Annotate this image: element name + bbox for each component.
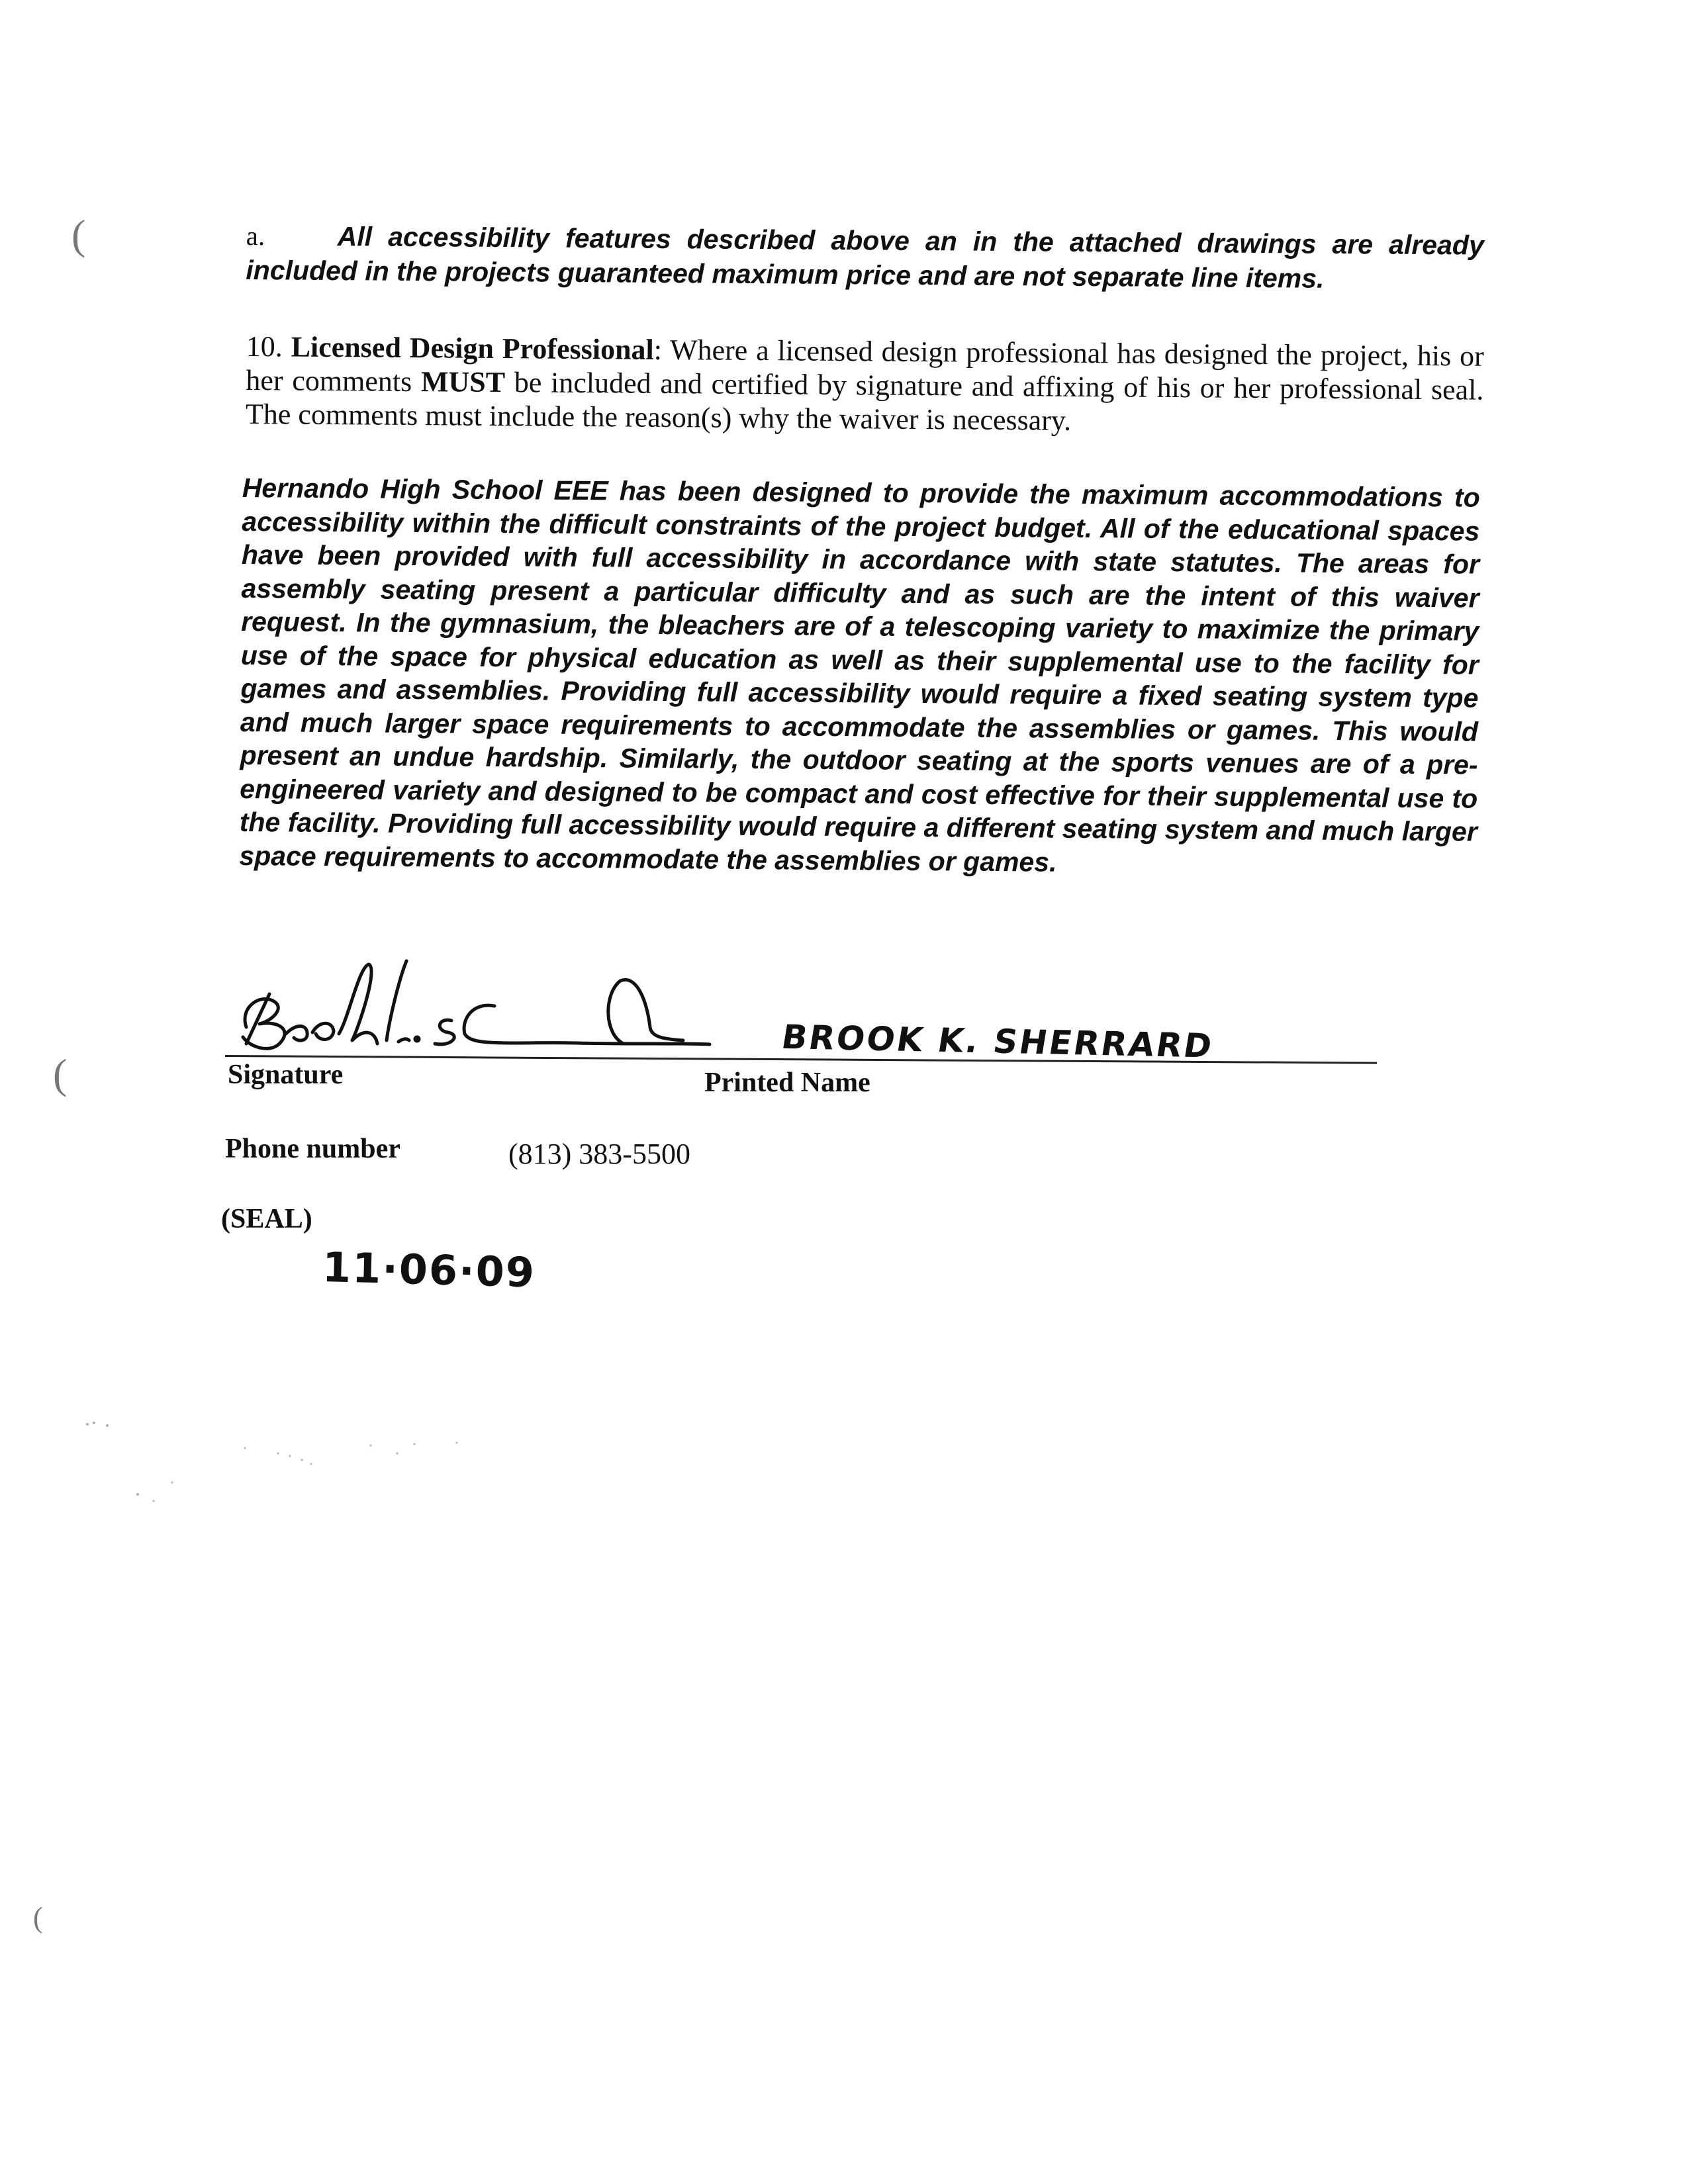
- phone-number-label: Phone number: [225, 1134, 400, 1164]
- margin-mark: (: [53, 1050, 68, 1097]
- handwritten-signature: [233, 954, 736, 1060]
- phone-number-value: (813) 383-5500: [508, 1138, 690, 1170]
- item-a-text: All accessibility features described above an in the attached drawings are already included in the projects guaranteed maximum price and are not separate line items.: [246, 221, 1484, 294]
- seal-label: (SEAL): [221, 1204, 312, 1234]
- item-a-marker: a.: [246, 220, 265, 251]
- handwritten-date: 11·06·09: [322, 1243, 536, 1297]
- item-10-emphasis: MUST: [420, 365, 506, 399]
- printed-name-value: BROOK K. SHERRARD: [778, 1018, 1217, 1066]
- margin-mark: (: [33, 1901, 43, 1934]
- justification-paragraph: Hernando High School EEE has been designed to provide the maximum accommodations to accessibility within the difficult constraints of the project budget. All of the educational spaces have been provided with full accessibility in accordance with state statutes. The areas for assembly seating present a particular difficulty and as such are the intent of this waiver request. In the gymnasium, the bleachers are of a telescoping variety to maximize the primary use of the space for physical education as well as their supplemental use to the facility for games and assemblies. Providing full accessibility would require a fixed seating system type and much larger space requirements to accommodate the assemblies or games. This would present an undue hardship. Similarly, the outdoor seating at the sports venues are of a pre-engineered variety and designed to be compact and cost effective for their supplemental use to the facility. Providing full accessibility would require a different seating system and much larger space requirements to accommodate the assemblies or games.: [239, 472, 1480, 878]
- signature-label: Signature: [228, 1060, 344, 1090]
- item-10-text-after: be included and certified by signature and affixing of his or her professional seal. The comments must include the reason(s) why the waiver is necessary.: [245, 366, 1484, 437]
- item-a-paragraph: [246, 218, 1484, 297]
- item-10-heading: Licensed Design Professional: [291, 330, 654, 366]
- item-10-paragraph: [246, 330, 1484, 441]
- printed-name-label: Printed Name: [704, 1068, 870, 1098]
- margin-mark: (: [71, 211, 86, 258]
- item-10-number: 10.: [246, 330, 283, 363]
- item-10-text-before: : Where a licensed design professional has designed the project, his or her comments: [246, 333, 1484, 398]
